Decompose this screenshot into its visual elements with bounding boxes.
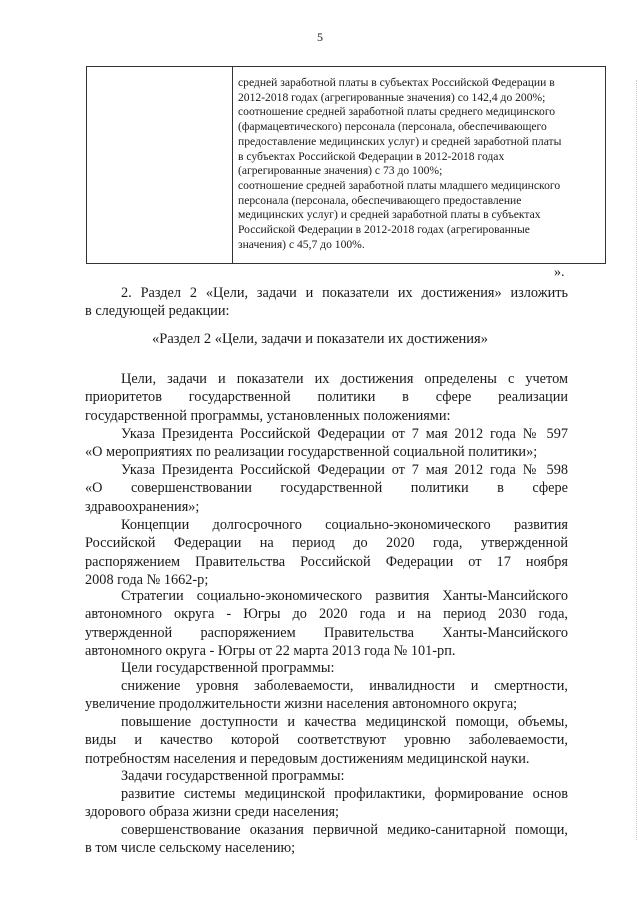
- paragraph-line: 2008 года № 1662-р;: [85, 572, 209, 589]
- paragraph-line: государственной программы, установленных положениями:: [85, 407, 451, 424]
- continuation-table: [86, 66, 606, 264]
- table-cell-line: медицинских услуг) и средней заработной платы в субъектах: [238, 208, 541, 222]
- paragraph-line: Указа Президента Российской Федерации от 7 мая 2012 года № 598: [121, 462, 568, 478]
- amendment-item-2-line: 2. Раздел 2 «Цели, задачи и показатели их достижения» изложить: [121, 285, 568, 301]
- paragraph-line: здорового образа жизни среди населения;: [85, 804, 340, 821]
- paragraph-line: Российской Федерации на период до 2020 года, утвержденной: [85, 535, 568, 552]
- paragraph-line: «О совершенствовании государственной политики в сфере: [85, 480, 568, 497]
- table-cell-line: (фармацевтического) персонала (персонала, обеспечивающего: [238, 120, 547, 134]
- paragraph-line: виды и качество которой соответствуют уровню заболеваемости,: [85, 732, 568, 749]
- paragraph-line: Стратегии социально-экономического развития Ханты-Мансийского: [121, 588, 568, 604]
- paragraph-line: Указа Президента Российской Федерации от 7 мая 2012 года № 597: [121, 426, 568, 442]
- table-cell-line: персонала (персонала, обеспечивающего предоставление: [238, 193, 522, 207]
- amendment-item-2-line: в следующей редакции:: [85, 303, 230, 320]
- paragraph-line: развитие системы медицинской профилактики, формирование основ: [121, 786, 568, 802]
- paragraph-strategy: [85, 587, 568, 661]
- paragraph-line: в том числе сельскому населению;: [85, 840, 296, 857]
- paragraph-line: совершенствование оказания первичной медико-санитарной помощи,: [121, 822, 568, 838]
- paragraph-task-2: [85, 821, 568, 858]
- paragraph-line: автономного округа - Югры до 2020 года и на период 2030 года,: [85, 606, 568, 623]
- paragraph-concept: [85, 516, 568, 590]
- paragraph-tasks-heading: [85, 767, 568, 785]
- closing-quote: ».: [554, 265, 565, 280]
- paragraph-line: Цели государственной программы:: [121, 660, 335, 676]
- paragraph-goal-1: [85, 677, 568, 714]
- paragraph-decree-598: [85, 461, 568, 516]
- paragraph-line: снижение уровня заболеваемости, инвалидности и смертности,: [121, 678, 568, 694]
- paragraph-line: увеличение продолжительности жизни населения автономного округа;: [85, 696, 518, 713]
- paragraph-goals-intro: [85, 370, 568, 425]
- table-cell-line: предоставление медицинских услуг) и средней заработной платы: [238, 134, 562, 148]
- table-cell-line: 2012-2018 годах (агрегированные значения) со 142,4 до 200%;: [238, 90, 546, 104]
- paragraph-line: распоряжением Правительства Российской Федерации от 17 ноября: [85, 553, 568, 570]
- paragraph-line: потребностям населения и передовым достижениям медицинской науки.: [85, 750, 530, 767]
- paragraph-line: утвержденной распоряжением Правительства Ханты-Мансийского: [85, 624, 568, 641]
- paragraph-goals-heading: [85, 659, 568, 677]
- table-cell-line: средней заработной платы в субъектах Российской Федерации в: [238, 76, 555, 89]
- section-heading: «Раздел 2 «Цели, задачи и показатели их достижения»: [152, 331, 488, 347]
- table-left-cell: [87, 67, 233, 264]
- paragraph-line: здравоохранения»;: [85, 498, 200, 515]
- paragraph-line: Задачи государственной программы:: [121, 768, 345, 784]
- table-cell-line: в субъектах Российской Федерации в 2012-2018 годах: [238, 149, 505, 163]
- paragraph-line: Концепции долгосрочного социально-экономического развития: [121, 517, 568, 533]
- scan-edge-artifact: [636, 80, 640, 840]
- amendment-item-2: [85, 284, 568, 321]
- paragraph-line: автономного округа - Югры от 22 марта 2013 года № 101-рп.: [85, 643, 456, 660]
- table-cell-line: Российской Федерации в 2012-2018 годах (агрегированные: [238, 223, 530, 237]
- paragraph-line: приоритетов государственной политики в сфере реализации: [85, 389, 568, 406]
- paragraph-goal-2: [85, 713, 568, 768]
- table-cell-line: соотношение средней заработной платы младшего медицинского: [238, 178, 561, 192]
- paragraph-decree-597: [85, 425, 568, 462]
- table-right-cell: [233, 67, 606, 264]
- paragraph-line: повышение доступности и качества медицинской помощи, объемы,: [121, 714, 568, 730]
- paragraph-line: «О мероприятиях по реализации государственной социальной политики»;: [85, 444, 538, 461]
- table-cell-line: (агрегированные значения) с 73 до 100%;: [238, 164, 443, 178]
- page-number: 5: [317, 30, 323, 44]
- paragraph-line: Цели, задачи и показатели их достижения определены с учетом: [121, 371, 568, 387]
- table-cell-line: соотношение средней заработной платы среднего медицинского: [238, 105, 556, 119]
- table-cell-line: значения) с 45,7 до 100%.: [238, 237, 365, 251]
- paragraph-task-1: [85, 785, 568, 822]
